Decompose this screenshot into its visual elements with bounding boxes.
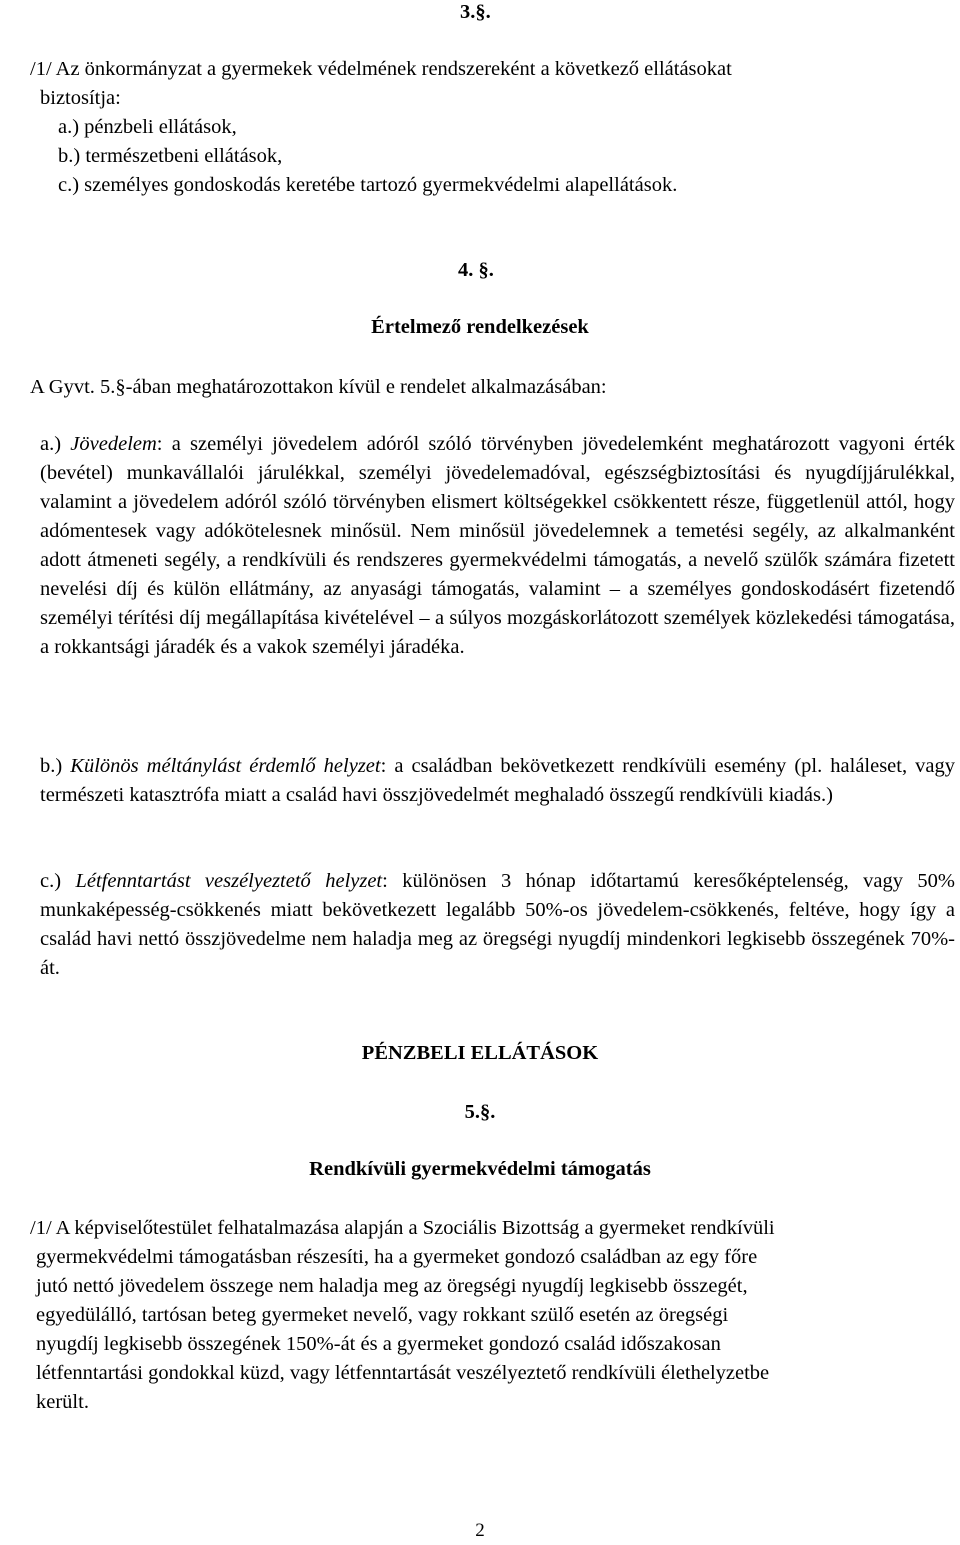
definition-a bbox=[40, 430, 955, 662]
section-5-line: /1/ A képviselőtestület felhatalmazása alapján a Szociális Bizottság a gyermeket rendkívüli bbox=[30, 1217, 775, 1239]
section-5-line: jutó nettó jövedelem összege nem haladja meg az öregségi nyugdíj legkisebb összegét, bbox=[36, 1275, 748, 1297]
section-5-line: nyugdíj legkisebb összegének 150%-át és a gyermeket gondozó család időszakosan bbox=[36, 1333, 721, 1355]
section-3-intro: /1/ Az önkormányzat a gyermekek védelmének rendszereként a következő ellátásokat bbox=[30, 58, 732, 80]
penzbeli-heading: PÉNZBELI ELLÁTÁSOK bbox=[361, 1042, 599, 1064]
definition-b-text: : a családban bekövetkezett rendkívüli esemény (pl. haláleset, vagy természeti katasztrófa miatt a család havi összjövedelmét meghaladó összegű rendkívüli kiadás.) bbox=[40, 755, 956, 806]
definition-b-label: b.) bbox=[40, 755, 63, 777]
section-5-line: egyedülálló, tartósan beteg gyermeket nevelő, vagy rokkant szülő esetén az öregségi bbox=[36, 1304, 729, 1326]
definition-a-term: Jövedelem bbox=[70, 433, 157, 455]
section-5-line: gyermekvédelmi támogatásban részesíti, ha a gyermeket gondozó családban az egy főre bbox=[36, 1246, 758, 1268]
section-5-number: 5.§. bbox=[464, 1101, 496, 1123]
definition-c-term: Létfenntartást veszélyeztető helyzet bbox=[75, 870, 383, 892]
section-5-title: Rendkívüli gyermekvédelmi támogatás bbox=[309, 1158, 651, 1180]
section-4-title: Értelmező rendelkezések bbox=[371, 316, 589, 338]
section-3-heading: 3.§. bbox=[460, 1, 491, 23]
definition-b-term: Különös méltánylást érdemlő helyzet bbox=[70, 755, 381, 777]
definition-c-text: : különösen 3 hónap időtartamú keresőképtelenség, vagy 50% munkaképesség-csökkenés miatt bekövetkezett legalább 50%-os jövedelem-csökkenés, feltéve, hogy így a család havi nettó összjövedelme nem haladja meg az öregségi nyugdíj mindenkori legkisebb összegének 70%-át. bbox=[40, 870, 956, 979]
list-item: a.) pénzbeli ellátások, bbox=[58, 116, 237, 138]
definition-a-label: a.) bbox=[40, 433, 62, 455]
definition-b bbox=[40, 752, 955, 810]
section-5-line: került. bbox=[36, 1391, 89, 1413]
list-item: b.) természetbeni ellátások, bbox=[58, 145, 283, 167]
list-item: c.) személyes gondoskodás keretébe tartozó gyermekvédelmi alapellátások. bbox=[58, 174, 678, 196]
page-number: 2 bbox=[475, 1520, 485, 1541]
section-4-intro: A Gyvt. 5.§-ában meghatározottakon kívül e rendelet alkalmazásában: bbox=[30, 376, 607, 398]
definition-a-text: : a személyi jövedelem adóról szóló törvényben jövedelemként meghatározott vagyoni érték (bevétel) munkavállalói járulékkal, személyi jövedelemadóval, egészségbiztosítási és nyugdíjjárulékkal, valamint a jövedelem adóról szóló törvényben elismert költségekkel csökkentett része, függetlenül attól, hogy adómentesek vagy adókötelesnek minősül. Nem minősül jövedelemnek a temetési segély, az alkalmanként adott átmeneti segély, a rendkívüli és rendszeres gyermekvédelmi támogatás, a nevelő szülők számára fizetett nevelési díj és külön ellátmány, az anyasági támogatás, valamint – a személyes gondoskodásért fizetendő személyi térítési díj megállapítása kivételével – a súlyos mozgáskorlátozott személyek közlekedési támogatása, a rokkantsági járadék és a vakok személyi járadéka. bbox=[40, 433, 955, 658]
definition-c bbox=[40, 867, 955, 983]
section-5-line: létfenntartási gondokkal küzd, vagy létfenntartását veszélyeztető rendkívüli élethelyzetbe bbox=[36, 1362, 770, 1384]
definition-c-label: c.) bbox=[40, 870, 62, 892]
section-3-intro-cont: biztosítja: bbox=[40, 87, 121, 109]
section-4-number: 4. §. bbox=[458, 259, 494, 281]
